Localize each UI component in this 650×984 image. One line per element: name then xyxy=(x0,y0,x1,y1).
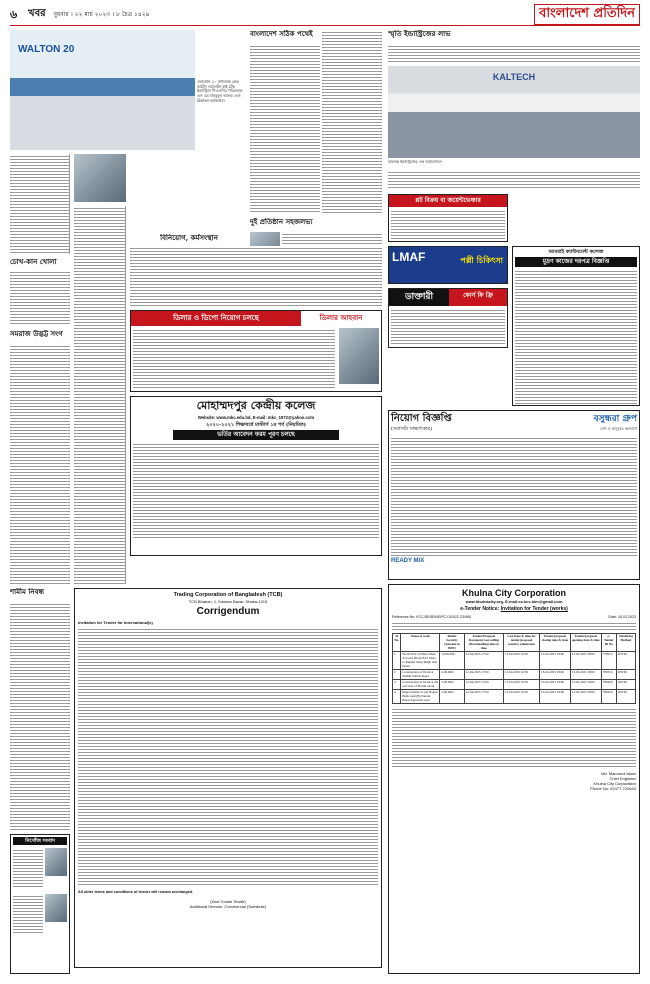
plot-ad xyxy=(388,194,508,242)
kcc-cell-sl: 2 xyxy=(393,669,401,679)
college-name: আমরাই ক্যান্টনমেন্ট কলেজ xyxy=(548,249,604,255)
tcb-signer: (Kazi Golam Tewsif) xyxy=(210,899,246,905)
two-inst-headline: দুই প্রতিষ্ঠান সহজলভ্য xyxy=(250,218,313,226)
kcc-cell-sub: 13-04-2023 16:30 xyxy=(504,679,540,689)
dealer-title-2: ডিলার আহবান xyxy=(319,313,363,322)
kcc-cell-sub: 13-04-2023 16:30 xyxy=(504,669,540,679)
kcc-cell-opening: 13-04-2023 18:00 xyxy=(570,679,601,689)
kcc-column-header: Tender/proposal opening date & time xyxy=(570,633,601,651)
kcc-title: Khulna City Corporation xyxy=(462,588,566,598)
kaltech-text xyxy=(388,170,640,190)
plot-headline: প্লট বিক্রয় বা জয়েন্টভেঞ্চার xyxy=(389,195,507,207)
samraj-headline: সমরাজ উদ্ভট্ট সংগ xyxy=(10,330,63,338)
mkc-admission: ২০২০-২০২১ শিক্ষাবর্ষে মাস্টার্স ১ম পর্ব (নিয়মিত) xyxy=(206,422,306,428)
investment-headline: বিনিয়োগ, কর্মসংস্থান xyxy=(160,234,218,242)
kcc-tender-table xyxy=(392,633,636,704)
road-text xyxy=(250,44,320,214)
bashundhara-tagline: দেশ ও মানুষের কল্যাণে xyxy=(600,425,637,431)
job-circular-ad xyxy=(388,410,640,580)
mkc-title: মোহাম্মদপুর কেন্দ্রীয় কলেজ xyxy=(196,399,316,412)
kcc-signer-phone: Phone No: 02477-720643 xyxy=(590,785,636,791)
doctor-title: ডাক্তারী xyxy=(389,289,449,306)
kcc-cell-id: 780314 xyxy=(601,669,616,679)
kcc-cell-sub: 13-04-2023 16:30 xyxy=(504,651,540,669)
tcb-title: Corrigendum xyxy=(196,605,260,617)
obituary-box xyxy=(10,834,70,974)
kcc-column-header: Tender/proposal closing date & time xyxy=(539,633,570,651)
college-tender-title: মুদ্রণ কাজের দরপত্র বিজ্ঞপ্তি xyxy=(515,257,637,267)
kcc-cell-id: 780428 xyxy=(601,679,616,689)
left-brief-text xyxy=(10,154,70,254)
kcc-cell-selling: 12-04-2023 17:00 xyxy=(464,679,503,689)
job-sub: (সরাসরি সাক্ষাৎকার) xyxy=(391,425,433,432)
samraj-text xyxy=(10,344,70,584)
kcc-reference: Reference No: KCC/IDSR/WE/PC-D/2022-23/965 xyxy=(392,614,472,619)
lmaf-logo: LMAF xyxy=(392,250,426,264)
kcc-cell-opening: 13-04-2023 18:00 xyxy=(570,689,601,703)
job-title: নিয়োগ বিজ্ঞপ্তি xyxy=(391,413,452,424)
kcc-signer-org: Khulna City Corporation xyxy=(593,780,636,786)
kaltech-banner: KALTECH xyxy=(492,72,536,82)
kaltech-photo xyxy=(388,66,640,158)
tcb-intro: Invitation for Tender for International(s) xyxy=(78,620,153,626)
walton-caption: ওয়ালটন ২০ উপলক্ষে কেক কাটেন ওয়ালটন হাই-টেক ইন্ডাস্ট্রিজ পিএলসির পরিচালক এস এম মাহবুবুল আলম এবং ঊর্ধ্বতন কর্মকর্তারা xyxy=(197,80,243,103)
mkc-notice: ভর্তির আবেদন ফরম পূরণ চলছে xyxy=(173,430,339,440)
kcc-cell-work: Improvement of (A) Hagen Babu road (B) Nurani Bazar Approach road xyxy=(401,689,440,703)
walton-story xyxy=(10,30,195,150)
tcb-org: Trading Corporation of Bangladesh (TCB) xyxy=(173,592,283,598)
kcc-cell-sub: 13-04-2023 16:30 xyxy=(504,689,540,703)
eye-ear-headline: চোখ-কান খোলা xyxy=(10,258,57,266)
kcc-cell-method: OSTM xyxy=(616,689,635,703)
kcc-column-header: e-Tender ID No xyxy=(601,633,616,651)
kcc-column-header: Name of work xyxy=(401,633,440,651)
bashundhara-logo: বসুন্ধরা গ্রুপ xyxy=(593,414,637,425)
kcc-cell-selling: 12-04-2023 17:00 xyxy=(464,669,503,679)
kcc-cell-security: 6,00,000/- xyxy=(440,669,464,679)
dealer-ad xyxy=(130,310,382,392)
tcb-address: TCB Bhaban, 1, Kawran Bazar, Dhaka-1215 xyxy=(188,598,268,604)
tcb-signer-title: Additional Director, Commercial (Subsitute) xyxy=(189,904,267,910)
kcc-cell-closing: 13-04-2023 18:00 xyxy=(539,689,570,703)
college-tender-ad xyxy=(512,246,640,406)
kcc-cell-method: OSTM xyxy=(616,679,635,689)
readymix-logo: READY MIX xyxy=(391,557,425,564)
smriti-headline: স্মৃতি ইন্ডাস্ট্রিজের লাভ xyxy=(388,30,451,38)
kaltech-caption: কাল্টেক ইন্ডাস্ট্রিজের এক আয়োজনে xyxy=(388,160,442,164)
kcc-signer-title: Chief Engineer xyxy=(609,775,636,781)
masthead-logo: বাংলাদেশ প্রতিদিন xyxy=(534,4,640,24)
kcc-cell-sl: 4 xyxy=(393,689,401,703)
kcc-table-row xyxy=(393,689,636,703)
obituary-title: নিখোঁজ সংবাদ xyxy=(13,837,67,845)
kcc-signer: Md. Mamunul Islam xyxy=(601,770,636,776)
tcb-footer: All other terms and conditions of tender will remain unchanged. xyxy=(78,890,194,895)
walton-photo xyxy=(10,30,195,150)
lmaf-ad xyxy=(388,246,508,284)
issue-date: বুধবার । ২২ মার্চ ২০২৩ । ৮ চৈত্র ১৪২৯ xyxy=(53,10,150,18)
kcc-cell-closing: 13-04-2023 18:00 xyxy=(539,669,570,679)
kcc-cell-security: 5,00,000/- xyxy=(440,679,464,689)
mohammadpur-college-ad xyxy=(130,396,382,556)
kcc-cell-opening: 13-04-2023 18:00 xyxy=(570,669,601,679)
kcc-cell-method: OSTM xyxy=(616,651,635,669)
kcc-cell-id: 779974 xyxy=(601,651,616,669)
lmaf-title: পল্লী চিকিৎসা xyxy=(460,255,503,265)
kcc-column-header: Last Date & time for tender/proposal security submission xyxy=(504,633,540,651)
page-number: ৬ xyxy=(10,7,18,21)
page-header xyxy=(10,4,640,26)
free-course: কোর্স ফি ফ্রি xyxy=(449,289,507,306)
khulna-tender-notice xyxy=(388,584,640,974)
kcc-website: www.khulnacity.org, E-mail:cc.kcc.klm@gmail.com xyxy=(465,599,563,605)
small-photo xyxy=(74,154,126,202)
road-text-2 xyxy=(322,30,382,214)
kcc-notice-sub: Invitation for Tender (works) xyxy=(500,606,568,613)
kcc-cell-security: 5,00,000/- xyxy=(440,689,464,703)
kcc-cell-work: North Side of Khan Jahan Ali road (From P.T.I More to Rupsha Ghat) Right side Drain xyxy=(401,651,440,669)
section-name: খবর xyxy=(28,8,46,20)
kcc-cell-closing: 13-04-2023 18:00 xyxy=(539,651,570,669)
kcc-column-header: Tendering Method xyxy=(616,633,635,651)
tcb-corrigendum xyxy=(74,588,382,968)
eye-ear-text xyxy=(10,270,70,325)
kcc-notice: e-Tender Notice: xyxy=(460,606,500,613)
kcc-column-header: Tender/Proposal Document Last selling (Downloading) date & time xyxy=(464,633,503,651)
kcc-cell-sl: 3 xyxy=(393,679,401,689)
smriti-text xyxy=(388,44,640,64)
kcc-cell-work: Construction of Drain at Shahid Sohrab Road xyxy=(401,669,440,679)
walton-banner: WALTON 20 xyxy=(18,44,75,55)
road-headline: বাংলাদেশ সঠিক পথেই xyxy=(250,30,313,38)
kcc-cell-sl: 1 xyxy=(393,651,401,669)
doctor-ad xyxy=(388,288,508,348)
shamim-headline: শামীম নিবন্ধ xyxy=(10,588,45,596)
kcc-cell-selling: 12-04-2023 17:00 xyxy=(464,651,503,669)
kcc-table-row xyxy=(393,669,636,679)
kcc-cell-id: 780264 xyxy=(601,689,616,703)
dealer-title: ডিলার ও ডিপো নিয়োগ চলছে xyxy=(131,311,301,326)
kcc-cell-opening: 13-04-2023 18:00 xyxy=(570,651,601,669)
shamim-text xyxy=(10,602,70,830)
kcc-cell-security: 24,00,000/- xyxy=(440,651,464,669)
kcc-column-header: Tender Security (Amount in BDT) xyxy=(440,633,464,651)
kcc-cell-method: OSTM xyxy=(616,669,635,679)
kcc-cell-work: Construction of Drain at the east side of Mollik Sarak xyxy=(402,680,439,689)
investment-text xyxy=(130,246,382,306)
kcc-date: Date: 16.03.2023 xyxy=(608,614,636,619)
kcc-cell-closing: 13-04-2023 18:00 xyxy=(539,679,570,689)
col2-text xyxy=(74,206,126,584)
mkc-website: Website: www.mkc.edu.bd, E-mail: mkc_1972@yahoo.com xyxy=(197,414,315,420)
kcc-table-row xyxy=(393,651,636,669)
kcc-cell-selling: 12-04-2023 17:00 xyxy=(464,689,503,703)
kcc-table-row xyxy=(393,679,636,689)
kcc-column-header: Sl No. xyxy=(393,633,401,651)
